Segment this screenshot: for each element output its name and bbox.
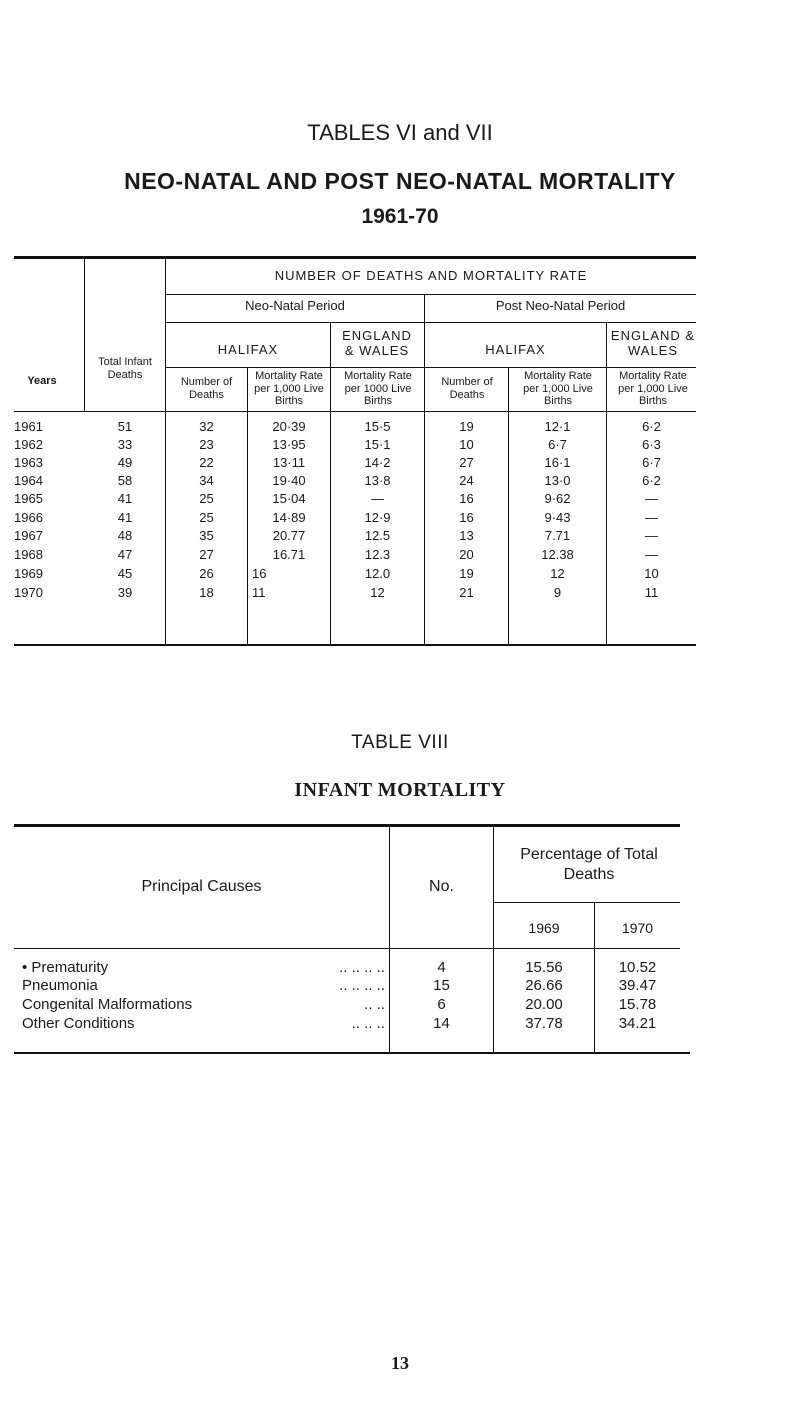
tables-title: TABLES VI and VII [307,120,493,145]
col-principal-causes: Principal Causes [141,878,262,895]
cell-neo-ew: — [371,491,384,506]
cell-total: 33 [117,437,133,452]
neo-halifax: HALIFAX [217,342,279,357]
banner-underline [166,294,696,295]
table-row [0,959,800,978]
cell-no: 4 [437,959,446,976]
table-bottom-rule [14,644,696,646]
col-post-number: Number of Deaths [441,376,493,401]
table2-top-rule [14,824,680,827]
table-row [0,996,800,1015]
cell-pct-1970: 10.52 [618,959,657,976]
cell-year: 1966 [14,510,43,525]
cell-no: 14 [433,1015,450,1032]
table-viii-subtitle: INFANT MORTALITY [294,779,506,801]
period-underline [166,322,696,323]
cell-pct-1970: 34.21 [618,1015,657,1032]
col-neo-ew-rate: Mortality Rate per 1000 Live Births [344,370,412,408]
table-row [0,419,800,436]
cell-post-rate: 12·1 [544,419,571,434]
cell-post-ew: 6·2 [642,473,661,488]
cell-neo-rate: 20·39 [272,419,306,434]
cell-total: 48 [117,528,133,543]
table2-pct-underline [493,902,680,903]
cell-post-number: 19 [459,566,474,581]
post-neo-natal-period: Post Neo-Natal Period [495,298,626,313]
cell-cause: Pneumonia [22,977,98,994]
cell-year: 1962 [14,437,43,452]
cell-neo-rate: 14·89 [272,510,306,525]
cell-total: 41 [117,491,133,506]
cell-neo-ew: 12.3 [364,547,391,562]
cell-neo-number: 23 [199,437,214,452]
cell-leader-dots: .. .. .. [351,1015,385,1032]
cell-post-number: 21 [459,585,474,600]
cell-neo-rate: 15·04 [272,491,306,506]
vline-years [84,258,85,412]
table-banner: NUMBER OF DEATHS AND MORTALITY RATE [274,268,588,283]
cell-year: 1963 [14,455,43,470]
cell-pct-1969: 15.56 [525,959,563,976]
cell-year: 1961 [14,419,43,434]
cell-cause: Other Conditions [22,1015,135,1032]
cell-cause: • Prematurity [22,959,109,976]
cell-post-rate: 7.71 [544,528,571,543]
cell-neo-rate: 11 [252,585,266,600]
col-total-infant-deaths: Total Infant Deaths [98,356,152,381]
cell-leader-dots: .. .. .. .. [339,959,385,976]
page-number: 13 [391,1353,409,1373]
cell-post-number: 27 [459,455,474,470]
cell-post-ew: 6·3 [642,437,661,452]
cell-pct-1970: 15.78 [618,996,657,1013]
col-neo-rate: Mortality Rate per 1,000 Live Births [254,370,324,408]
cell-post-rate: 9·43 [544,510,571,525]
cell-pct-1970: 39.47 [618,977,657,994]
cell-post-ew: — [645,528,658,543]
table-row [0,547,800,564]
col-1969: 1969 [528,920,560,936]
cell-neo-rate: 20.77 [272,528,306,543]
cell-post-number: 19 [459,419,474,434]
cell-year: 1969 [14,566,43,581]
cell-neo-number: 34 [199,473,214,488]
post-england-wales: ENGLAND & WALES [610,328,696,358]
cell-post-number: 20 [459,547,474,562]
table-row [0,585,800,602]
cell-total: 58 [117,473,133,488]
cell-neo-number: 25 [199,491,214,506]
cell-neo-number: 25 [199,510,214,525]
cell-post-rate: 16·1 [544,455,571,470]
cell-neo-ew: 15·1 [364,437,391,452]
cell-neo-number: 32 [199,419,214,434]
cell-post-ew: 11 [644,585,659,600]
table-viii-title: TABLE VIII [351,732,449,753]
cell-neo-rate: 16.71 [272,547,306,562]
col-post-ew-rate: Mortality Rate per 1,000 Live Births [618,370,688,408]
cell-post-rate: 9 [553,585,562,600]
cell-total: 39 [117,585,133,600]
cell-leader-dots: .. .. .. .. [339,977,385,994]
cell-total: 51 [117,419,133,434]
cell-post-rate: 6·7 [548,437,567,452]
cell-post-ew: 10 [644,566,659,581]
cell-pct-1969: 26.66 [525,977,563,994]
cell-neo-rate: 19·40 [272,473,306,488]
table-row [0,528,800,545]
neo-natal-period: Neo-Natal Period [245,298,345,313]
neo-england-wales: ENGLAND & WALES [342,328,412,358]
cell-neo-rate: 13·11 [272,455,306,470]
cell-neo-number: 35 [199,528,214,543]
cell-neo-ew: 12·9 [364,510,391,525]
cell-leader-dots: .. .. [364,996,385,1013]
cell-post-ew: 6·2 [642,419,661,434]
cell-neo-ew: 12 [370,585,385,600]
cell-neo-rate: 13·95 [272,437,306,452]
cell-neo-number: 22 [199,455,214,470]
cell-post-rate: 9·62 [544,491,571,506]
cell-year: 1964 [14,473,43,488]
post-halifax: HALIFAX [485,342,546,357]
cell-cause: Congenital Malformations [22,996,193,1013]
cell-year: 1970 [14,585,43,600]
region-underline [166,367,696,368]
cell-neo-ew: 14·2 [364,455,391,470]
table-top-rule [14,256,696,259]
cell-total: 47 [117,547,133,562]
cell-neo-rate: 16 [252,566,267,581]
cell-post-rate: 12.38 [541,547,574,562]
cell-post-ew: — [645,491,658,506]
tables-subtitle: NEO-NATAL AND POST NEO-NATAL MORTALITY [124,168,676,194]
cell-total: 49 [117,455,133,470]
table-row [0,473,800,490]
cell-pct-1969: 37.78 [525,1015,563,1032]
table-row [0,455,800,472]
cell-neo-number: 26 [199,566,214,581]
cell-no: 15 [433,977,450,994]
cell-year: 1967 [14,528,43,543]
table-row [0,566,800,583]
cell-post-ew: 6·7 [642,455,661,470]
cell-year: 1965 [14,491,43,506]
col-neo-number: Number of Deaths [180,376,233,401]
cell-post-number: 24 [459,473,474,488]
tables-period: 1961-70 [361,205,439,228]
table-row [0,510,800,527]
cell-neo-ew: 13·8 [364,473,391,488]
cell-post-ew: — [645,547,658,562]
col-percentage: Percentage of Total Deaths [520,846,658,883]
cell-post-ew: — [645,510,658,525]
cell-neo-ew: 15·5 [364,419,391,434]
cell-total: 41 [117,510,133,525]
cell-neo-ew: 12.5 [364,528,391,543]
table2-header-bottom [14,948,680,949]
cell-post-number: 16 [459,510,474,525]
table-row [0,437,800,454]
cell-post-number: 10 [459,437,474,452]
table-row [0,1015,800,1034]
col-post-rate: Mortality Rate per 1,000 Live Births [523,370,593,408]
cell-year: 1968 [14,547,43,562]
cell-post-number: 13 [459,528,474,543]
cell-post-rate: 12 [550,566,565,581]
col-no: No. [429,878,454,895]
col-years: Years [27,375,57,387]
cell-no: 6 [437,996,446,1013]
cell-neo-ew: 12.0 [364,566,391,581]
col-1970: 1970 [621,920,654,936]
table-row [0,491,800,508]
header-bottom-rule [14,411,696,412]
cell-neo-number: 18 [199,585,214,600]
cell-post-rate: 13·0 [544,473,571,488]
table-row [0,977,800,996]
table2-bottom-rule [14,1052,690,1054]
cell-pct-1969: 20.00 [525,996,563,1013]
cell-neo-number: 27 [199,547,214,562]
cell-post-number: 16 [459,491,474,506]
cell-total: 45 [117,566,133,581]
